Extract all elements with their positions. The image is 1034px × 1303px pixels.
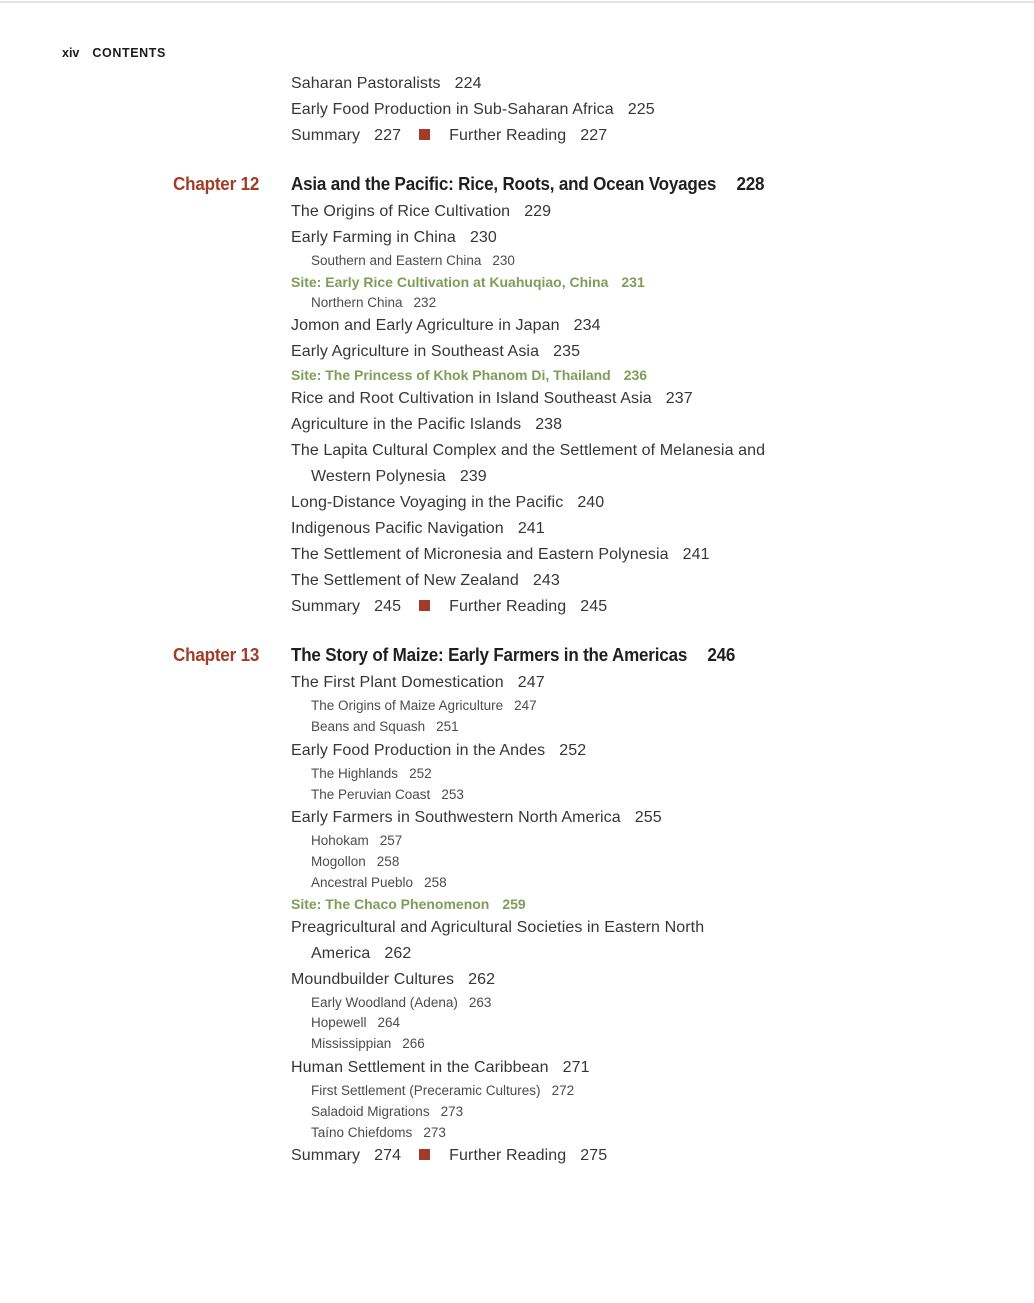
entry-title: Site: The Princess of Khok Phanom Di, Thailand <box>291 367 611 384</box>
entry-page-number: 275 <box>580 1147 608 1165</box>
further-reading-label: Further Reading <box>449 127 567 144</box>
table-of-contents <box>173 71 871 1169</box>
entry-page-number: 227 <box>580 127 608 144</box>
site-entry <box>291 272 871 293</box>
chapter-heading <box>173 641 871 669</box>
entry-page-number: 239 <box>459 468 487 486</box>
toc-entry <box>291 1055 871 1081</box>
entry-page-number: 263 <box>468 994 492 1010</box>
entry-title-line2 <box>311 941 871 967</box>
chapter-heading-text <box>291 170 764 198</box>
toc-entry <box>291 339 871 365</box>
entry-title: Hopewell <box>311 1015 367 1031</box>
entry-title: Early Food Production in Sub-Saharan Africa <box>291 101 614 118</box>
chapter-heading-text <box>291 641 735 669</box>
entry-title: Rice and Root Cultivation in Island Southeast Asia <box>291 390 652 408</box>
toc-subentry <box>311 831 871 852</box>
entry-page-number: 252 <box>409 765 432 781</box>
toc-entry <box>291 225 871 251</box>
further-reading-label: Further Reading <box>449 1147 567 1165</box>
toc-subentry <box>311 1123 871 1144</box>
entry-page-number: 252 <box>559 741 587 759</box>
entry-title: The First Plant Domestication <box>291 674 504 692</box>
entry-page-number: 238 <box>535 416 563 434</box>
running-header-title: CONTENTS <box>92 46 166 60</box>
continuation-section <box>291 71 871 149</box>
entry-page-number: 273 <box>440 1103 464 1119</box>
entry-title-continuation: America <box>311 944 371 962</box>
toc-subentry <box>311 852 871 873</box>
entry-title: First Settlement (Preceramic Cultures) <box>311 1082 541 1098</box>
toc-subentry <box>311 1034 871 1055</box>
toc-entry <box>291 542 871 568</box>
toc-subentry <box>311 873 871 894</box>
entry-page-number: 231 <box>621 273 645 290</box>
toc-entry <box>291 568 871 594</box>
entry-page-number: 259 <box>502 895 526 912</box>
summary-label: Summary <box>291 598 361 616</box>
toc-entry <box>291 438 871 490</box>
entry-page-number: 243 <box>532 572 560 590</box>
entry-title: Northern China <box>311 294 403 310</box>
summary-entry <box>291 594 871 620</box>
toc-entry <box>291 412 871 438</box>
entry-page-number: 232 <box>413 294 437 310</box>
site-entry <box>291 894 871 915</box>
entry-page-number: 245 <box>580 598 608 616</box>
entry-title: Site: The Chaco Phenomenon <box>291 895 490 912</box>
summary-entry <box>291 1143 871 1169</box>
entry-page-number: 236 <box>623 367 648 384</box>
entry-title: Early Farming in China <box>291 229 456 246</box>
entry-title-continuation: Western Polynesia <box>311 468 446 486</box>
toc-subentry <box>311 251 871 272</box>
summary-entry <box>291 123 871 149</box>
entry-page-number: 264 <box>377 1015 401 1031</box>
entry-title: Moundbuilder Cultures <box>291 970 455 988</box>
entry-title: Beans and Squash <box>311 718 426 734</box>
entry-title: Hohokam <box>311 833 369 849</box>
chapter-label: Chapter 12 <box>173 173 260 194</box>
entry-page-number: 262 <box>384 944 412 962</box>
toc-entry <box>291 71 871 97</box>
square-bullet-icon <box>419 600 430 611</box>
entry-title: Early Agriculture in Southeast Asia <box>291 343 540 361</box>
summary-label: Summary <box>291 127 361 144</box>
entry-page-number: 235 <box>553 343 581 361</box>
entry-title: The Settlement of Micronesia and Eastern Polynesia <box>291 546 669 564</box>
toc-subentry <box>311 993 871 1014</box>
entry-page-number: 230 <box>469 229 497 246</box>
chapter-page-number: 246 <box>707 644 736 666</box>
entry-page-number: 224 <box>454 75 482 92</box>
entry-page-number: 229 <box>524 203 552 220</box>
chapter-title: The Story of Maize: Early Farmers in the Americas <box>291 644 688 666</box>
entry-page-number: 273 <box>423 1124 446 1140</box>
entry-title: The Settlement of New Zealand <box>291 572 519 590</box>
entry-title: Ancestral Pueblo <box>311 874 414 890</box>
toc-entry <box>291 199 871 225</box>
summary-label: Summary <box>291 1147 361 1165</box>
toc-entry <box>291 915 871 967</box>
entry-title: Taíno Chiefdoms <box>311 1124 413 1140</box>
entry-title: Early Woodland (Adena) <box>311 994 458 1010</box>
entry-title: The Origins of Maize Agriculture <box>311 698 504 714</box>
entry-page-number: 258 <box>376 854 400 870</box>
toc-subentry <box>311 1013 871 1034</box>
toc-entry <box>291 313 871 339</box>
entry-page-number: 237 <box>665 390 693 408</box>
site-entry <box>291 365 871 386</box>
chapter-page-number: 228 <box>736 173 765 194</box>
further-reading-label: Further Reading <box>449 598 567 616</box>
entry-title: The Peruvian Coast <box>311 786 431 802</box>
chapter-section <box>173 170 871 620</box>
entry-page-number: 257 <box>379 833 403 849</box>
entry-title: Human Settlement in the Caribbean <box>291 1058 549 1076</box>
square-bullet-icon <box>419 129 430 140</box>
entry-page-number: 245 <box>374 598 402 616</box>
entry-page-number: 272 <box>551 1082 575 1098</box>
entry-title-line2 <box>311 464 871 490</box>
entry-page-number: 234 <box>573 317 601 335</box>
entry-title: Saladoid Migrations <box>311 1103 430 1119</box>
entry-page-number: 262 <box>468 970 496 988</box>
entry-page-number: 230 <box>492 253 515 268</box>
entry-title: Agriculture in the Pacific Islands <box>291 416 522 434</box>
entry-title: Early Food Production in the Andes <box>291 741 546 759</box>
entry-title: Jomon and Early Agriculture in Japan <box>291 317 560 335</box>
entry-page-number: 227 <box>374 127 402 144</box>
toc-entry <box>291 97 871 123</box>
chapter-label: Chapter 13 <box>173 644 260 666</box>
entry-title: Early Farmers in Southwestern North America <box>291 809 621 827</box>
entry-title-line1: Preagricultural and Agricultural Societies in Eastern North <box>291 918 705 936</box>
entry-page-number: 258 <box>424 874 447 890</box>
toc-entry <box>291 967 871 993</box>
toc-entry <box>291 738 871 764</box>
running-header <box>62 46 166 60</box>
entry-page-number: 271 <box>562 1058 590 1076</box>
entry-page-number: 225 <box>627 101 655 118</box>
entry-page-number: 241 <box>517 520 545 538</box>
toc-subentry <box>311 293 871 314</box>
entry-title: Southern and Eastern China <box>311 253 482 268</box>
entry-page-number: 240 <box>577 494 605 512</box>
chapter-title: Asia and the Pacific: Rice, Roots, and Ocean Voyages <box>291 173 717 194</box>
entry-page-number: 247 <box>514 698 537 714</box>
entry-title: Saharan Pastoralists <box>291 75 441 92</box>
entry-title: Long-Distance Voyaging in the Pacific <box>291 494 564 512</box>
toc-entry <box>291 490 871 516</box>
entry-page-number: 274 <box>374 1147 402 1165</box>
toc-subentry <box>311 1081 871 1102</box>
entry-title: Indigenous Pacific Navigation <box>291 520 504 538</box>
entry-page-number: 247 <box>517 674 545 692</box>
toc-subentry <box>311 785 871 806</box>
toc-subentry <box>311 764 871 785</box>
folio-page-number: xiv <box>62 46 80 60</box>
entry-page-number: 251 <box>436 718 459 734</box>
entry-page-number: 253 <box>441 786 464 802</box>
toc-subentry <box>311 1102 871 1123</box>
toc-subentry <box>311 717 871 738</box>
entry-title: Mogollon <box>311 854 366 870</box>
scan-edge-line <box>0 1 1034 3</box>
toc-entry <box>291 386 871 412</box>
entry-page-number: 255 <box>634 809 662 827</box>
entry-title: The Highlands <box>311 765 399 781</box>
chapter-heading <box>173 170 871 198</box>
entry-title: The Origins of Rice Cultivation <box>291 203 511 220</box>
chapter-section <box>173 641 871 1169</box>
toc-subentry <box>311 696 871 717</box>
square-bullet-icon <box>419 1149 430 1160</box>
entry-page-number: 266 <box>402 1036 425 1052</box>
entry-page-number: 241 <box>682 546 710 564</box>
toc-entry <box>291 516 871 542</box>
toc-entry <box>291 805 871 831</box>
toc-entry <box>291 670 871 696</box>
entry-title-line1: The Lapita Cultural Complex and the Settlement of Melanesia and <box>291 442 766 460</box>
entry-title: Mississippian <box>311 1036 392 1052</box>
entry-title: Site: Early Rice Cultivation at Kuahuqiao, China <box>291 273 609 290</box>
